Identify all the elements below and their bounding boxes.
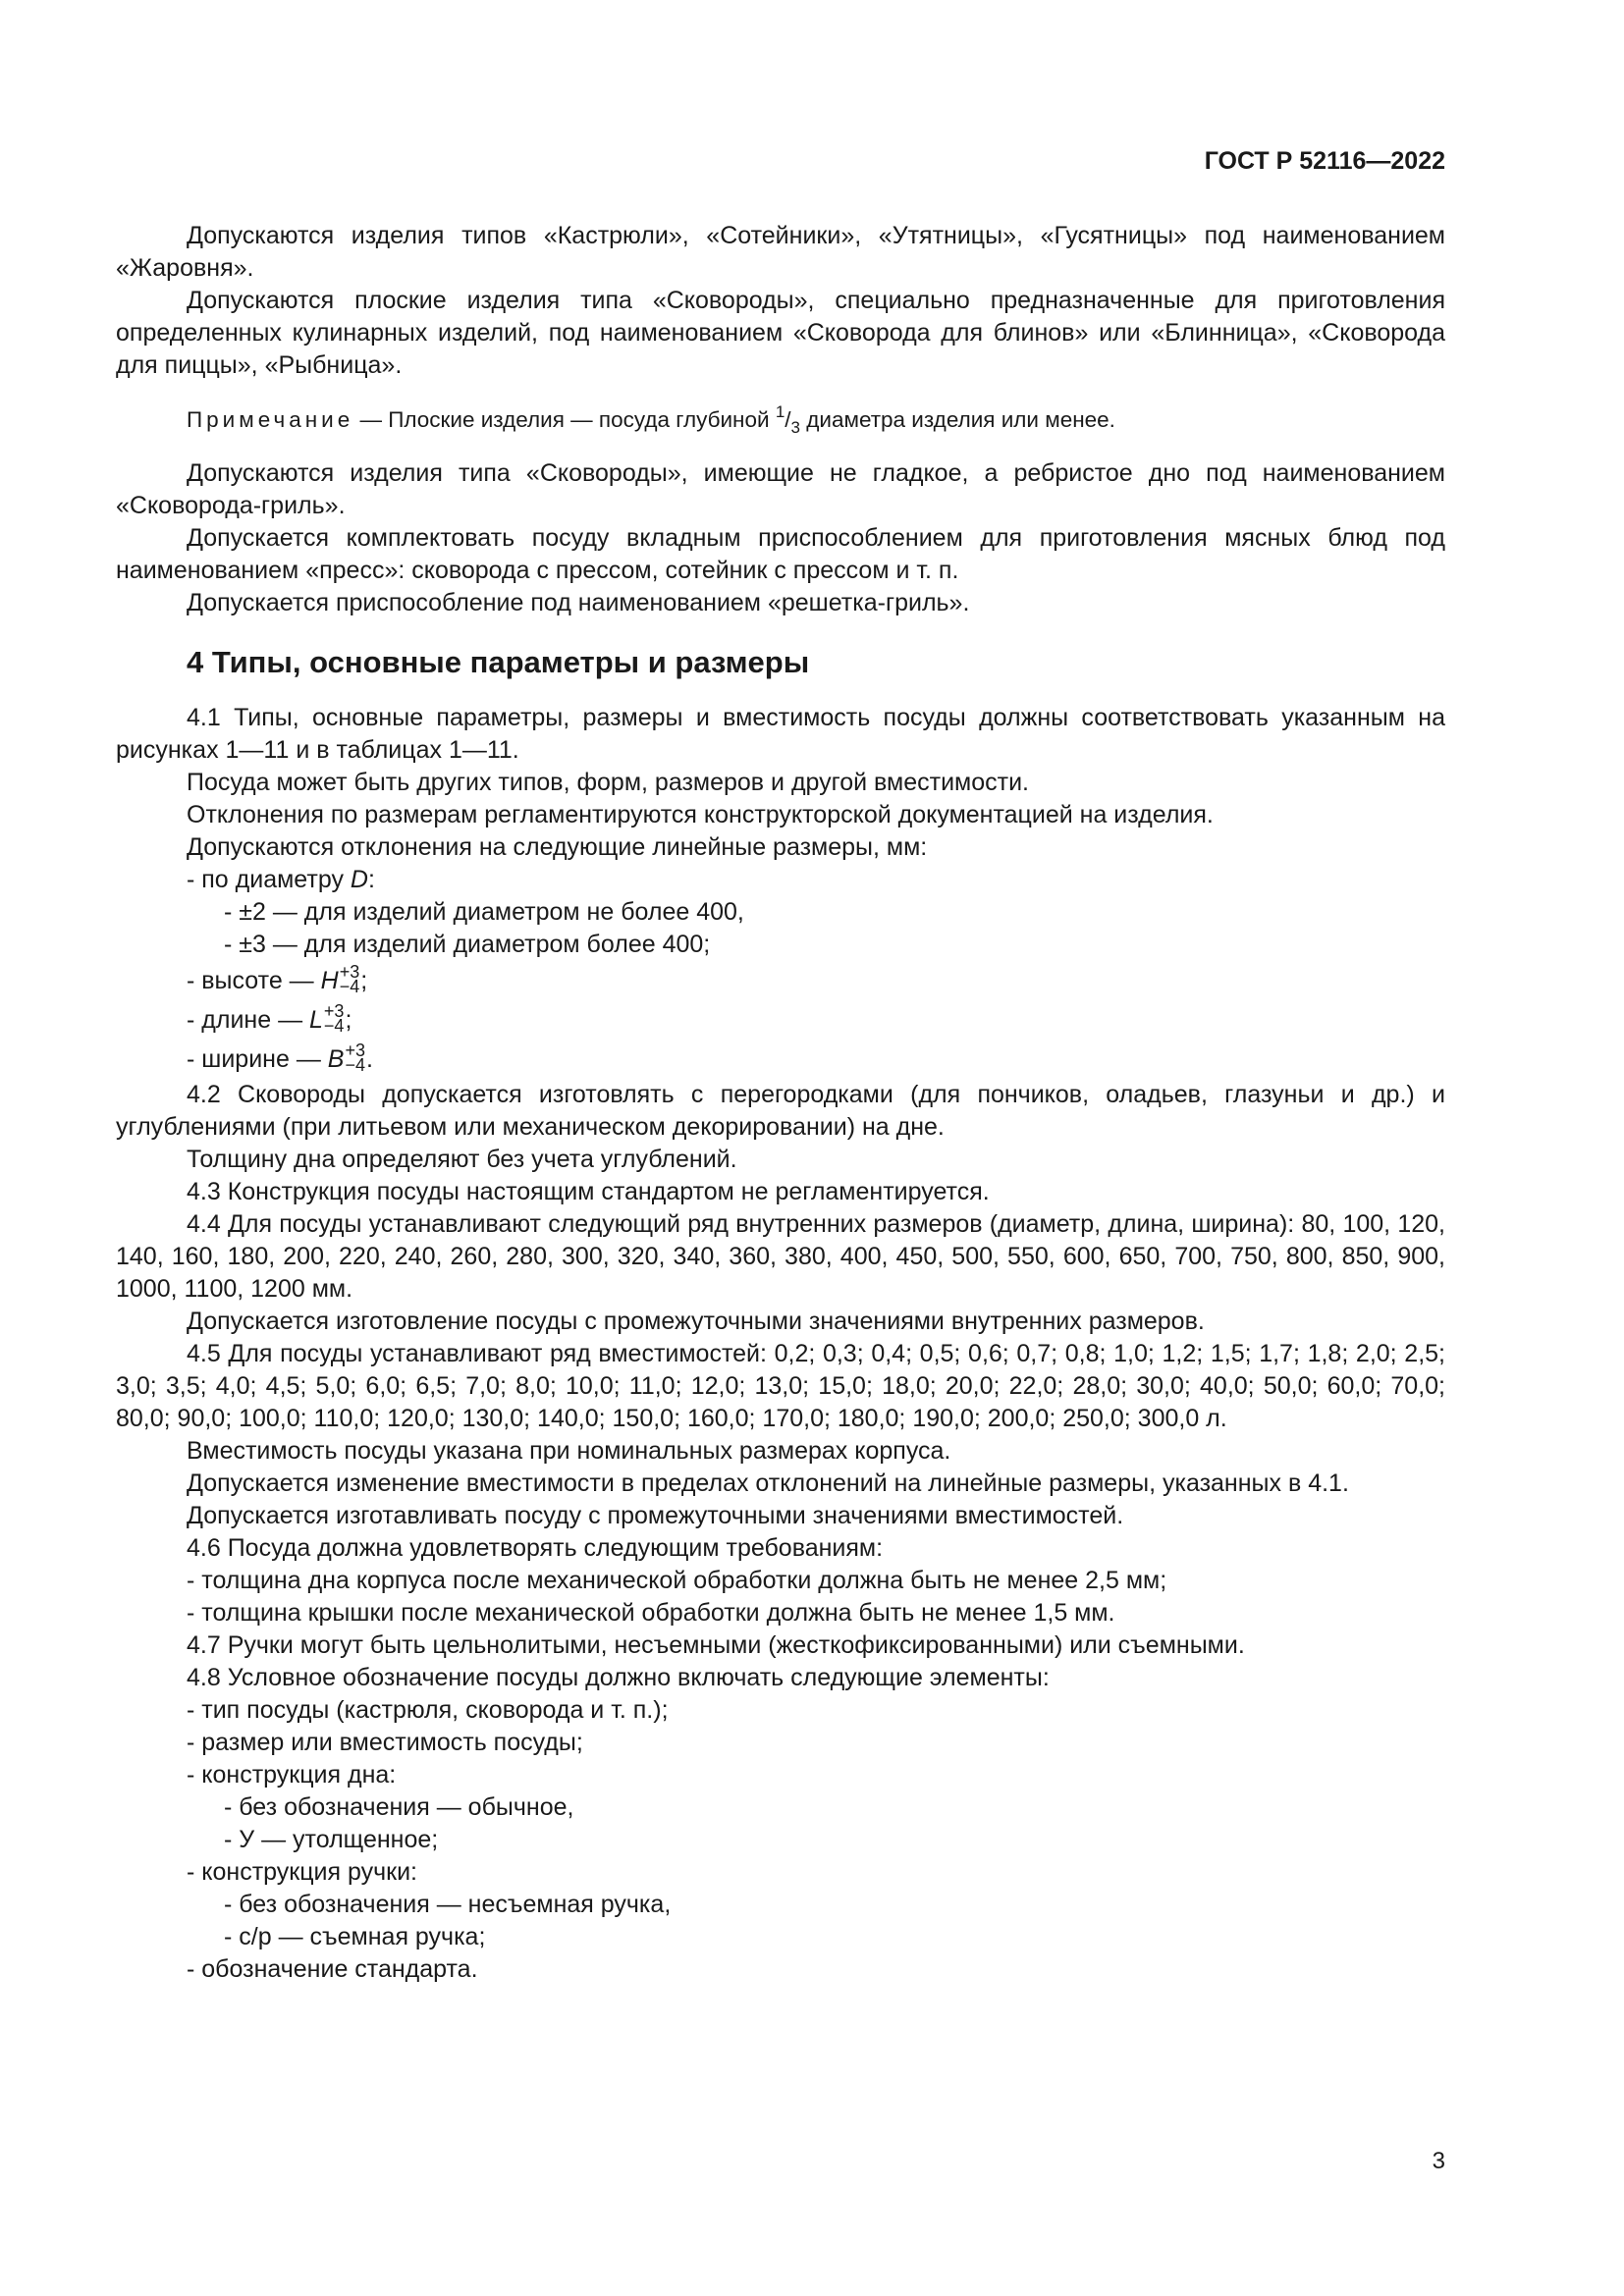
paragraph-intermediate-capacities: Допускается изготавливать посуду с промежуточными значениями вместимостей. — [187, 1502, 1124, 1529]
paragraph-4-1: 4.1 Типы, основные параметры, размеры и вместимость посуды должны соответствовать указанным на рисунках 1—11 и в таблицах 1—11. — [116, 704, 1445, 764]
list-item-handle-design: - конструкция ручки: — [187, 1858, 417, 1886]
paragraph-4-6: 4.6 Посуда должна удовлетворять следующим требованиям: — [187, 1534, 884, 1562]
list-item-type: - тип посуды (кастрюля, сковорода и т. п.); — [187, 1696, 669, 1724]
paragraph-intermediate-sizes: Допускается изготовление посуды с промежуточными значениями внутренних размеров. — [187, 1308, 1205, 1335]
width-tolerance: +3 −4 — [345, 1041, 365, 1075]
note-fraction-denominator: 3 — [790, 418, 801, 437]
paragraph-roaster: Допускаются изделия типов «Кастрюли», «Сотейники», «Утятницы», «Гусятницы» под наименованием «Жаровня». — [116, 222, 1445, 282]
page-number: 3 — [1432, 2148, 1445, 2174]
list-item-width: - ширине — B +3 −4 . — [187, 1041, 373, 1075]
note — [187, 396, 1445, 444]
list-item-handle-fixed: - без обозначения — несъемная ручка, — [224, 1891, 672, 1918]
list-item-handle-removable: - с/р — съемная ручка; — [224, 1923, 486, 1950]
paragraph-4-2: 4.2 Сковороды допускается изготовлять с перегородками (для пончиков, оладьев, глазуньи и др.) и углублениями (при литьевом или механическом декорировании) на дне. — [116, 1081, 1445, 1141]
paragraph-deviations: Отклонения по размерам регламентируются конструкторской документацией на изделия. — [187, 801, 1214, 828]
height-tolerance: +3 −4 — [339, 962, 360, 996]
list-item-standard: - обозначение стандарта. — [187, 1955, 478, 1983]
height-variable: H — [320, 967, 339, 994]
note-label: Примечание — [187, 407, 354, 432]
document-body — [116, 220, 1445, 1986]
paragraph-capacity-change: Допускается изменение вместимости в пределах отклонений на линейные размеры, указанных в 4.1. — [187, 1469, 1349, 1497]
paragraph-linear-deviations: Допускаются отклонения на следующие линейные размеры, мм: — [187, 833, 928, 861]
length-variable: L — [309, 1006, 323, 1034]
document-code-header: ГОСТ Р 52116—2022 — [1204, 147, 1445, 175]
paragraph-nominal-capacity: Вместимость посуды указана при номинальных размерах корпуса. — [187, 1437, 951, 1465]
paragraph-press: Допускается комплектовать посуду вкладным приспособлением для приготовления мясных блюд под наименованием «пресс»: сковорода с прессом, сотейник с прессом и т. п. — [116, 524, 1445, 584]
note-fraction-numerator: 1 — [775, 402, 785, 421]
paragraph-flat-pans: Допускаются плоские изделия типа «Сковороды», специально предназначенные для приготовления определенных кулинарных изделий, под наименованием «Сковорода для блинов» или «Блинница», «Сковорода для пиццы», «Рыбница». — [116, 287, 1445, 379]
list-item-size: - размер или вместимость посуды; — [187, 1729, 583, 1756]
list-item-bottom-design: - конструкция дна: — [187, 1761, 397, 1789]
list-item-bottom-regular: - без обозначения — обычное, — [224, 1793, 574, 1821]
paragraph-bottom-thickness: Толщину дна определяют без учета углублений. — [187, 1146, 737, 1173]
list-item-height: - высоте — H +3 −4 ; — [187, 962, 368, 996]
paragraph-4-8: 4.8 Условное обозначение посуды должно включать следующие элементы: — [187, 1664, 1050, 1691]
paragraph-4-4: 4.4 Для посуды устанавливают следующий ряд внутренних размеров (диаметр, длина, ширина): 80, 100, 120, 140, 160, 180, 200, 220, 240, 260, 280, 300, 320, 340, 360, 380, 400, 450, 500, 550, 600, 650, 700, 750, 800, 850, 900, 1000, 1100, 1200 мм. — [116, 1210, 1445, 1303]
list-item-lid-thickness: - толщина крышки после механической обработки должна быть не менее 1,5 мм. — [187, 1599, 1115, 1627]
list-item-diameter: - по диаметру D: — [187, 866, 375, 893]
list-item-diameter-1: - ±2 — для изделий диаметром не более 400, — [224, 898, 744, 926]
list-item-bottom-thickness: - толщина дна корпуса после механической обработки должна быть не менее 2,5 мм; — [187, 1567, 1167, 1594]
paragraph-other-types: Посуда может быть других типов, форм, размеров и другой вместимости. — [187, 769, 1029, 796]
section-4-title: 4 Типы, основные параметры и размеры — [187, 645, 810, 679]
list-item-length: - длине — L +3 −4 ; — [187, 1001, 352, 1036]
diameter-variable: D — [350, 866, 368, 893]
note-text-b: диаметра изделия или менее. — [800, 407, 1115, 432]
width-variable: B — [327, 1045, 345, 1073]
length-tolerance: +3 −4 — [323, 1001, 345, 1036]
paragraph-grill-grate: Допускается приспособление под наименованием «решетка-гриль». — [187, 589, 970, 616]
note-text-a: — Плоские изделия — посуда глубиной — [353, 407, 776, 432]
list-item-diameter-2: - ±3 — для изделий диаметром более 400; — [224, 931, 711, 958]
paragraph-4-5: 4.5 Для посуды устанавливают ряд вместимостей: 0,2; 0,3; 0,4; 0,5; 0,6; 0,7; 0,8; 1,0; 1,2; 1,5; 1,7; 1,8; 2,0; 2,5; 3,0; 3,5; 4,0; 4,5; 5,0; 6,0; 6,5; 7,0; 8,0; 10,0; 11,0; 12,0; 13,0; 15,0; 18,0; 20,0; 22,0; 28,0; 30,0; 40,0; 50,0; 60,0; 70,0; 80,0; 90,0; 100,0; 110,0; 120,0; 130,0; 140,0; 150,0; 160,0; 170,0; 180,0; 190,0; 200,0; 250,0; 300,0 л. — [116, 1340, 1445, 1432]
list-item-bottom-thick: - У — утолщенное; — [224, 1826, 439, 1853]
note-fraction-separator: / — [785, 407, 791, 432]
paragraph-4-7: 4.7 Ручки могут быть цельнолитыми, несъемными (жесткофиксированными) или съемными. — [187, 1631, 1245, 1659]
paragraph-grill-pan: Допускаются изделия типа «Сковороды», имеющие не гладкое, а ребристое дно под наименованием «Сковорода-гриль». — [116, 459, 1445, 519]
paragraph-4-3: 4.3 Конструкция посуды настоящим стандартом не регламентируется. — [187, 1178, 990, 1205]
